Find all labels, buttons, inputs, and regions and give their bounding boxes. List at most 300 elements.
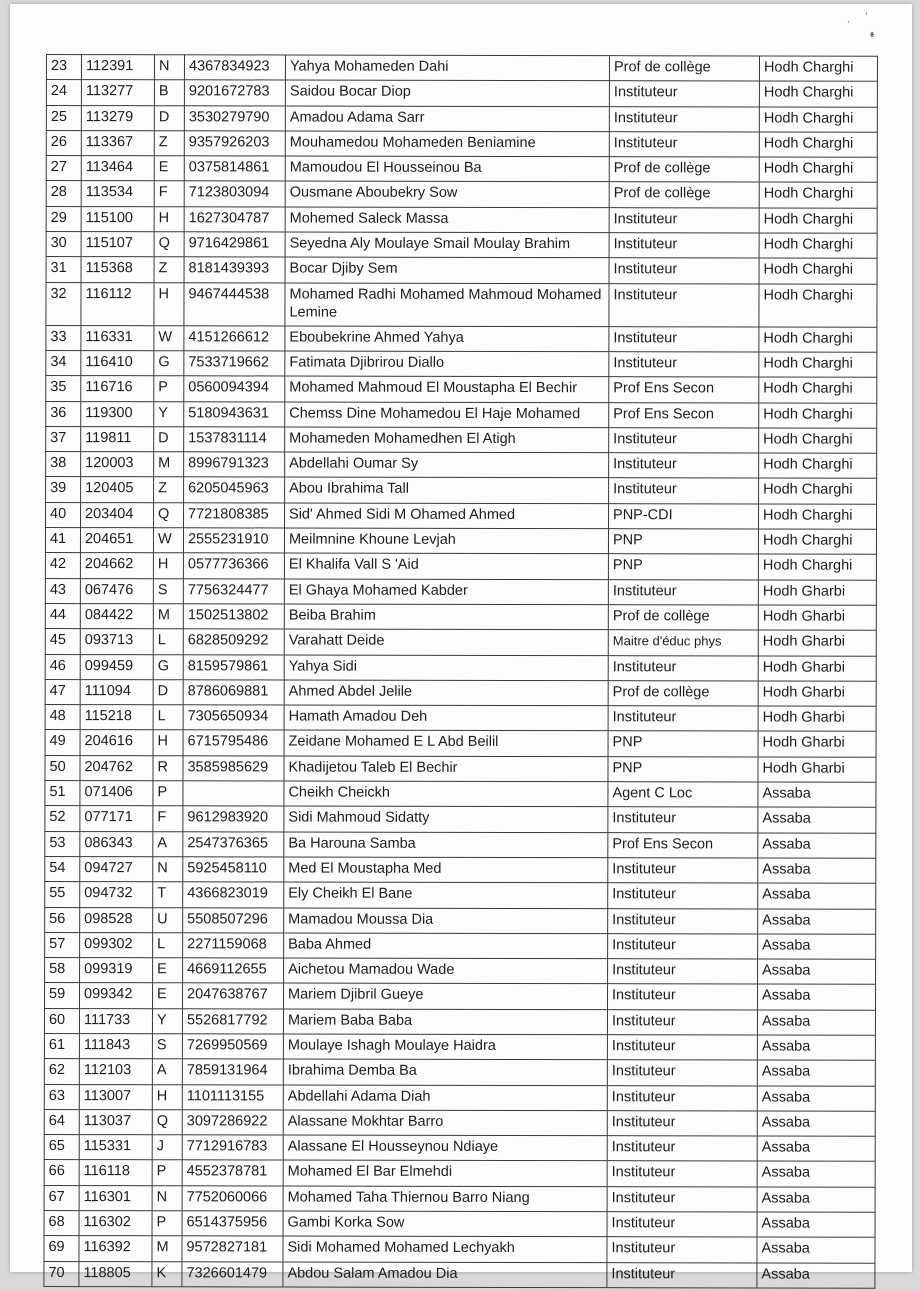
full-name-cell: Med El Moustapha Med: [284, 857, 608, 883]
wilaya-cell: Assaba: [757, 1187, 875, 1213]
nni-cell: 9357926203: [184, 131, 285, 157]
full-name-cell: Ely Cheikh El Bane: [284, 882, 608, 908]
nni-cell: 2271159068: [183, 933, 284, 959]
function-cell: Prof Ens Secon: [608, 832, 758, 858]
table-row: [46, 206, 877, 233]
wilaya-cell: Assaba: [758, 858, 876, 884]
key-letter-cell: P: [153, 781, 183, 806]
function-cell: Instituteur: [607, 1085, 757, 1111]
full-name-cell: Sidi Mahmoud Sidatty: [284, 806, 608, 832]
wilaya-cell: Assaba: [757, 1010, 875, 1036]
wilaya-cell: Assaba: [757, 1136, 875, 1162]
nni-cell: 7326601479: [182, 1261, 283, 1287]
function-cell: Instituteur: [607, 1237, 757, 1263]
table-row: [46, 401, 877, 428]
matricule-cell: 116302: [79, 1211, 152, 1236]
full-name-cell: Seyedna Aly Moulaye Smail Moulay Brahim: [285, 232, 609, 258]
key-letter-cell: A: [153, 831, 183, 856]
key-letter-cell: M: [154, 452, 184, 477]
full-name-cell: Ba Harouna Samba: [284, 832, 608, 858]
wilaya-cell: Assaba: [757, 1161, 875, 1187]
function-cell: Instituteur: [609, 326, 759, 352]
table-row: [46, 376, 877, 403]
full-name-cell: Ibrahima Demba Ba: [283, 1059, 607, 1085]
function-cell: Instituteur: [608, 908, 758, 934]
full-name-cell: Mariem Baba Baba: [283, 1009, 607, 1035]
matricule-cell: 094732: [80, 882, 153, 907]
table-row: [45, 806, 876, 833]
key-letter-cell: T: [153, 882, 183, 907]
function-cell: Prof de collège: [609, 182, 759, 208]
key-letter-cell: U: [153, 907, 183, 932]
matricule-cell: 115331: [79, 1135, 152, 1160]
table-row: [45, 983, 876, 1010]
key-letter-cell: W: [153, 528, 183, 553]
table-row: [45, 755, 876, 782]
wilaya-cell: Hodh Charghi: [759, 478, 877, 504]
matricule-cell: 113277: [81, 80, 154, 105]
function-cell: Instituteur: [609, 283, 759, 326]
nni-cell: 0560094394: [184, 376, 285, 402]
function-cell: Prof de collège: [609, 157, 759, 183]
nni-cell: 7305650934: [183, 705, 284, 731]
wilaya-cell: Hodh Charghi: [759, 233, 877, 259]
row-number-cell: 54: [45, 856, 80, 881]
nni-cell: 2547376365: [183, 831, 284, 857]
function-cell: Instituteur: [609, 81, 759, 107]
full-name-cell: El Ghaya Mohamed Kabder: [284, 579, 608, 605]
table-row: [45, 528, 876, 555]
nni-cell: 6715795486: [183, 730, 284, 756]
function-cell: Instituteur: [609, 478, 759, 504]
nni-cell: 7752060066: [182, 1186, 283, 1212]
table-row: [44, 1236, 875, 1263]
key-letter-cell: S: [152, 1034, 182, 1059]
full-name-cell: Yahya Sidi: [284, 655, 608, 681]
wilaya-cell: Assaba: [757, 1212, 875, 1238]
row-number-cell: 44: [45, 603, 80, 628]
wilaya-cell: Hodh Charghi: [759, 107, 877, 133]
table-row: [46, 282, 877, 327]
table-row: [46, 350, 877, 377]
table-row: [44, 1033, 875, 1060]
matricule-cell: 071406: [80, 781, 153, 806]
table-row: [45, 932, 876, 959]
row-number-cell: 64: [44, 1109, 79, 1134]
row-number-cell: 53: [45, 831, 80, 856]
wilaya-cell: Hodh Gharbi: [758, 656, 876, 682]
nni-cell: 4151266612: [184, 325, 285, 351]
key-letter-cell: P: [152, 1160, 182, 1185]
wilaya-cell: Hodh Charghi: [759, 258, 877, 284]
function-cell: Instituteur: [608, 706, 758, 732]
row-number-cell: 67: [44, 1185, 79, 1210]
matricule-cell: 204651: [80, 528, 153, 553]
function-cell: Instituteur: [609, 207, 759, 233]
table-row: [45, 654, 876, 681]
nni-cell: 4367834923: [184, 55, 285, 81]
row-number-cell: 27: [46, 156, 81, 181]
row-number-cell: 40: [46, 502, 81, 527]
key-letter-cell: Z: [154, 477, 184, 502]
matricule-cell: 067476: [80, 578, 153, 603]
wilaya-cell: Hodh Gharbi: [758, 630, 876, 656]
matricule-cell: 113464: [81, 156, 154, 181]
function-cell: Prof Ens Secon: [609, 402, 759, 428]
nni-cell: 6828509292: [183, 629, 284, 655]
table-row: [45, 679, 876, 706]
matricule-cell: 113007: [79, 1084, 152, 1109]
function-cell: Instituteur: [608, 933, 758, 959]
matricule-cell: 119811: [81, 426, 154, 451]
function-cell: Instituteur: [607, 1212, 757, 1238]
row-number-cell: 28: [46, 181, 81, 206]
function-cell: Instituteur: [608, 655, 758, 681]
matricule-cell: 077171: [80, 806, 153, 831]
full-name-cell: Mariem Djibril Gueye: [284, 983, 608, 1009]
matricule-cell: 112103: [79, 1059, 152, 1084]
matricule-cell: 093713: [80, 629, 153, 654]
matricule-cell: 111843: [79, 1034, 152, 1059]
matricule-cell: 113037: [79, 1109, 152, 1134]
wilaya-cell: Hodh Charghi: [759, 453, 877, 479]
nni-cell: 4552378781: [182, 1160, 283, 1186]
full-name-cell: Alassane Mokhtar Barro: [283, 1110, 607, 1136]
row-number-cell: 48: [45, 705, 80, 730]
key-letter-cell: D: [154, 105, 184, 130]
matricule-cell: 116716: [81, 376, 154, 401]
table-row: [44, 1135, 875, 1162]
row-number-cell: 35: [46, 376, 81, 401]
key-letter-cell: N: [152, 1185, 182, 1210]
table-row: [46, 257, 877, 284]
full-name-cell: Bocar Djiby Sem: [285, 257, 609, 283]
row-number-cell: 49: [45, 730, 80, 755]
full-name-cell: Khadijetou Taleb El Bechir: [284, 756, 608, 782]
row-number-cell: 63: [44, 1084, 79, 1109]
nni-cell: 0577736366: [183, 553, 284, 579]
nni-cell: 7756324477: [183, 578, 284, 604]
matricule-cell: 113534: [81, 181, 154, 206]
table-row: [45, 578, 876, 605]
key-letter-cell: D: [154, 427, 184, 452]
function-cell: Instituteur: [609, 106, 759, 132]
key-letter-cell: L: [153, 629, 183, 654]
function-cell: Instituteur: [607, 1060, 757, 1086]
table-row: [45, 882, 876, 909]
matricule-cell: 120405: [81, 477, 154, 502]
nni-cell: 7712916783: [182, 1135, 283, 1161]
key-letter-cell: E: [153, 983, 183, 1008]
wilaya-cell: Assaba: [757, 1263, 875, 1289]
table-row: [45, 730, 876, 757]
key-letter-cell: H: [153, 730, 183, 755]
row-number-cell: 68: [44, 1211, 79, 1236]
nni-cell: [183, 781, 284, 807]
row-number-cell: 61: [44, 1033, 79, 1058]
table-row: [45, 705, 876, 732]
row-number-cell: 52: [45, 806, 80, 831]
wilaya-cell: Hodh Charghi: [759, 377, 877, 403]
matricule-cell: 084422: [80, 604, 153, 629]
function-cell: Instituteur: [609, 453, 759, 479]
nni-cell: 3097286922: [182, 1110, 283, 1136]
full-name-cell: Mouhamedou Mohameden Beniamine: [285, 131, 609, 157]
full-name-cell: Fatimata Djibrirou Diallo: [285, 351, 609, 377]
nni-cell: 8996791323: [184, 452, 285, 478]
row-number-cell: 30: [46, 232, 81, 257]
nni-cell: 1627304787: [184, 207, 285, 233]
row-number-cell: 25: [46, 105, 81, 130]
matricule-cell: 116112: [81, 282, 154, 325]
wilaya-cell: Assaba: [758, 959, 876, 985]
row-number-cell: 34: [46, 350, 81, 375]
wilaya-cell: Hodh Gharbi: [758, 731, 876, 757]
row-number-cell: 55: [45, 882, 80, 907]
key-letter-cell: E: [153, 958, 183, 983]
nni-cell: 9612983920: [183, 806, 284, 832]
table-row: [46, 55, 877, 82]
key-letter-cell: J: [152, 1135, 182, 1160]
row-number-cell: 50: [45, 755, 80, 780]
row-number-cell: 33: [46, 325, 81, 350]
nni-cell: 7533719662: [184, 351, 285, 377]
row-number-cell: 65: [44, 1135, 79, 1160]
row-number-cell: 66: [44, 1160, 79, 1185]
matricule-cell: 120003: [81, 452, 154, 477]
matricule-cell: 118805: [79, 1261, 152, 1286]
function-cell: Instituteur: [607, 1186, 757, 1212]
nni-cell: 6514375956: [182, 1211, 283, 1237]
function-cell: PNP-CDI: [609, 503, 759, 529]
full-name-cell: Alassane El Housseynou Ndiaye: [283, 1135, 607, 1161]
table-row: [45, 907, 876, 934]
wilaya-cell: Hodh Gharbi: [758, 681, 876, 707]
wilaya-cell: Hodh Charghi: [758, 529, 876, 555]
key-letter-cell: M: [152, 1236, 182, 1261]
function-cell: Maitre d'éduc phys: [608, 630, 758, 656]
nni-cell: 7721808385: [184, 503, 285, 529]
table-row: [46, 181, 877, 208]
wilaya-cell: Hodh Charghi: [759, 403, 877, 429]
wilaya-cell: Assaba: [757, 1237, 875, 1263]
function-cell: PNP: [608, 554, 758, 580]
full-name-cell: Eboubekrine Ahmed Yahya: [285, 326, 609, 352]
row-number-cell: 70: [44, 1261, 79, 1286]
function-cell: Instituteur: [607, 1009, 757, 1035]
wilaya-cell: Assaba: [758, 908, 876, 934]
table-row: [46, 502, 877, 529]
row-number-cell: 36: [46, 401, 81, 426]
nni-cell: 1537831114: [184, 427, 285, 453]
table-row: [44, 1109, 875, 1136]
nni-cell: 1101113155: [182, 1084, 283, 1110]
matricule-cell: 099459: [80, 654, 153, 679]
key-letter-cell: N: [154, 55, 184, 80]
nni-cell: 4366823019: [183, 882, 284, 908]
wilaya-cell: Hodh Charghi: [759, 504, 877, 530]
full-name-cell: Ahmed Abdel Jelile: [284, 680, 608, 706]
matricule-cell: 204762: [80, 755, 153, 780]
matricule-cell: 099302: [80, 932, 153, 957]
wilaya-cell: Assaba: [758, 934, 876, 960]
full-name-cell: Mohamed Radhi Mohamed Mahmoud Mohamed Lemine: [285, 283, 609, 327]
nni-cell: 3585985629: [183, 756, 284, 782]
matricule-cell: 116392: [79, 1236, 152, 1261]
full-name-cell: Mohemed Saleck Massa: [285, 207, 609, 233]
nni-cell: 3530279790: [184, 105, 285, 131]
nni-cell: 5508507296: [183, 907, 284, 933]
table-row: [45, 781, 876, 808]
nni-cell: 5526817792: [182, 1008, 283, 1034]
full-name-cell: Mamoudou El Housseinou Ba: [285, 156, 609, 182]
row-number-cell: 37: [46, 426, 81, 451]
wilaya-cell: Hodh Charghi: [759, 132, 877, 158]
row-number-cell: 29: [46, 206, 81, 231]
function-cell: Instituteur: [608, 807, 758, 833]
full-name-cell: Chemss Dine Mohamedou El Haje Mohamed: [285, 402, 609, 428]
matricule-cell: 111094: [80, 679, 153, 704]
table-row: [45, 831, 876, 858]
matricule-cell: 099319: [80, 958, 153, 983]
matricule-cell: 111733: [79, 1008, 152, 1033]
wilaya-cell: Hodh Charghi: [759, 352, 877, 378]
function-cell: PNP: [608, 756, 758, 782]
function-cell: PNP: [608, 731, 758, 757]
matricule-cell: 086343: [80, 831, 153, 856]
nni-cell: 5925458110: [183, 857, 284, 883]
row-number-cell: 39: [46, 477, 81, 502]
full-name-cell: El Khalifa Vall S 'Aid: [284, 553, 608, 579]
nni-cell: 9467444538: [184, 282, 285, 325]
wilaya-cell: Assaba: [758, 782, 876, 808]
key-letter-cell: L: [153, 933, 183, 958]
key-letter-cell: Y: [152, 1008, 182, 1033]
matricule-cell: 204616: [80, 730, 153, 755]
function-cell: PNP: [608, 529, 758, 555]
wilaya-cell: Hodh Gharbi: [758, 580, 876, 606]
matricule-cell: 098528: [80, 907, 153, 932]
nni-cell: 2047638767: [183, 983, 284, 1009]
wilaya-cell: Hodh Gharbi: [758, 757, 876, 783]
function-cell: Instituteur: [607, 1136, 757, 1162]
key-letter-cell: Y: [154, 401, 184, 426]
full-name-cell: Cheikh Cheickh: [284, 781, 608, 807]
key-letter-cell: R: [153, 755, 183, 780]
wilaya-cell: Assaba: [758, 883, 876, 909]
wilaya-cell: Assaba: [757, 1086, 875, 1112]
key-letter-cell: P: [152, 1211, 182, 1236]
full-name-cell: Mohamed Taha Thiernou Barro Niang: [283, 1186, 607, 1212]
function-cell: Instituteur: [608, 579, 758, 605]
row-number-cell: 51: [45, 781, 80, 806]
row-number-cell: 58: [45, 958, 80, 983]
matricule-cell: 115218: [80, 705, 153, 730]
function-cell: Agent C Loc: [608, 782, 758, 808]
matricule-cell: 115368: [81, 257, 154, 282]
function-cell: Instituteur: [609, 233, 759, 259]
function-cell: Instituteur: [607, 1111, 757, 1137]
row-number-cell: 47: [45, 679, 80, 704]
nni-cell: 6205045963: [184, 477, 285, 503]
key-letter-cell: Z: [154, 257, 184, 282]
table-row: [46, 80, 877, 107]
key-letter-cell: Q: [154, 232, 184, 257]
key-letter-cell: Q: [152, 1110, 182, 1135]
full-name-cell: Aichetou Mamadou Wade: [284, 958, 608, 984]
table-row: [44, 1084, 875, 1111]
row-number-cell: 26: [46, 130, 81, 155]
row-number-cell: 31: [46, 257, 81, 282]
table-row: [44, 1211, 875, 1238]
table-row: [44, 1008, 875, 1035]
table-row: [46, 426, 877, 453]
key-letter-cell: F: [154, 181, 184, 206]
matricule-cell: 113279: [81, 105, 154, 130]
key-letter-cell: B: [154, 80, 184, 105]
table-row: [45, 629, 876, 656]
wilaya-cell: Hodh Charghi: [759, 56, 877, 82]
nni-cell: 7123803094: [184, 181, 285, 207]
key-letter-cell: H: [154, 282, 184, 325]
wilaya-cell: Assaba: [758, 833, 876, 859]
key-letter-cell: S: [153, 578, 183, 603]
row-number-cell: 56: [45, 907, 80, 932]
function-cell: Prof de collège: [608, 605, 758, 631]
full-name-cell: Hamath Amadou Deh: [284, 705, 608, 731]
row-number-cell: 38: [46, 452, 81, 477]
function-cell: Instituteur: [608, 984, 758, 1010]
key-letter-cell: A: [152, 1059, 182, 1084]
nni-cell: 7269950569: [182, 1034, 283, 1060]
full-name-cell: Yahya Mohameden Dahi: [285, 55, 609, 81]
key-letter-cell: K: [152, 1261, 182, 1286]
table-row: [46, 105, 877, 132]
nni-cell: 8786069881: [183, 680, 284, 706]
wilaya-cell: Hodh Charghi: [759, 327, 877, 353]
nni-cell: 5180943631: [184, 401, 285, 427]
function-cell: Instituteur: [608, 959, 758, 985]
wilaya-cell: Assaba: [758, 807, 876, 833]
key-letter-cell: Z: [154, 131, 184, 156]
function-cell: Instituteur: [607, 1262, 757, 1288]
function-cell: Prof de collège: [608, 681, 758, 707]
personnel-table: [43, 54, 878, 1289]
table-row: [46, 232, 877, 259]
function-cell: Prof Ens Secon: [609, 377, 759, 403]
full-name-cell: Abdou Salam Amadou Dia: [283, 1262, 607, 1288]
function-cell: Instituteur: [609, 258, 759, 284]
function-cell: Instituteur: [609, 352, 759, 378]
key-letter-cell: P: [154, 376, 184, 401]
nni-cell: 0375814861: [184, 156, 285, 182]
table-row: [46, 325, 877, 352]
full-name-cell: Gambi Korka Sow: [283, 1211, 607, 1237]
wilaya-cell: Hodh Gharbi: [758, 605, 876, 631]
row-number-cell: 57: [45, 932, 80, 957]
row-number-cell: 23: [46, 55, 81, 80]
matricule-cell: 112391: [81, 55, 154, 80]
matricule-cell: 099342: [80, 983, 153, 1008]
key-letter-cell: E: [154, 156, 184, 181]
full-name-cell: Saidou Bocar Diop: [285, 80, 609, 106]
matricule-cell: 115100: [81, 206, 154, 231]
nni-cell: 8181439393: [184, 257, 285, 283]
row-number-cell: 60: [44, 1008, 79, 1033]
table-row: [46, 452, 877, 479]
key-letter-cell: M: [153, 604, 183, 629]
full-name-cell: Sidi Mohamed Mohamed Lechyakh: [283, 1236, 607, 1262]
